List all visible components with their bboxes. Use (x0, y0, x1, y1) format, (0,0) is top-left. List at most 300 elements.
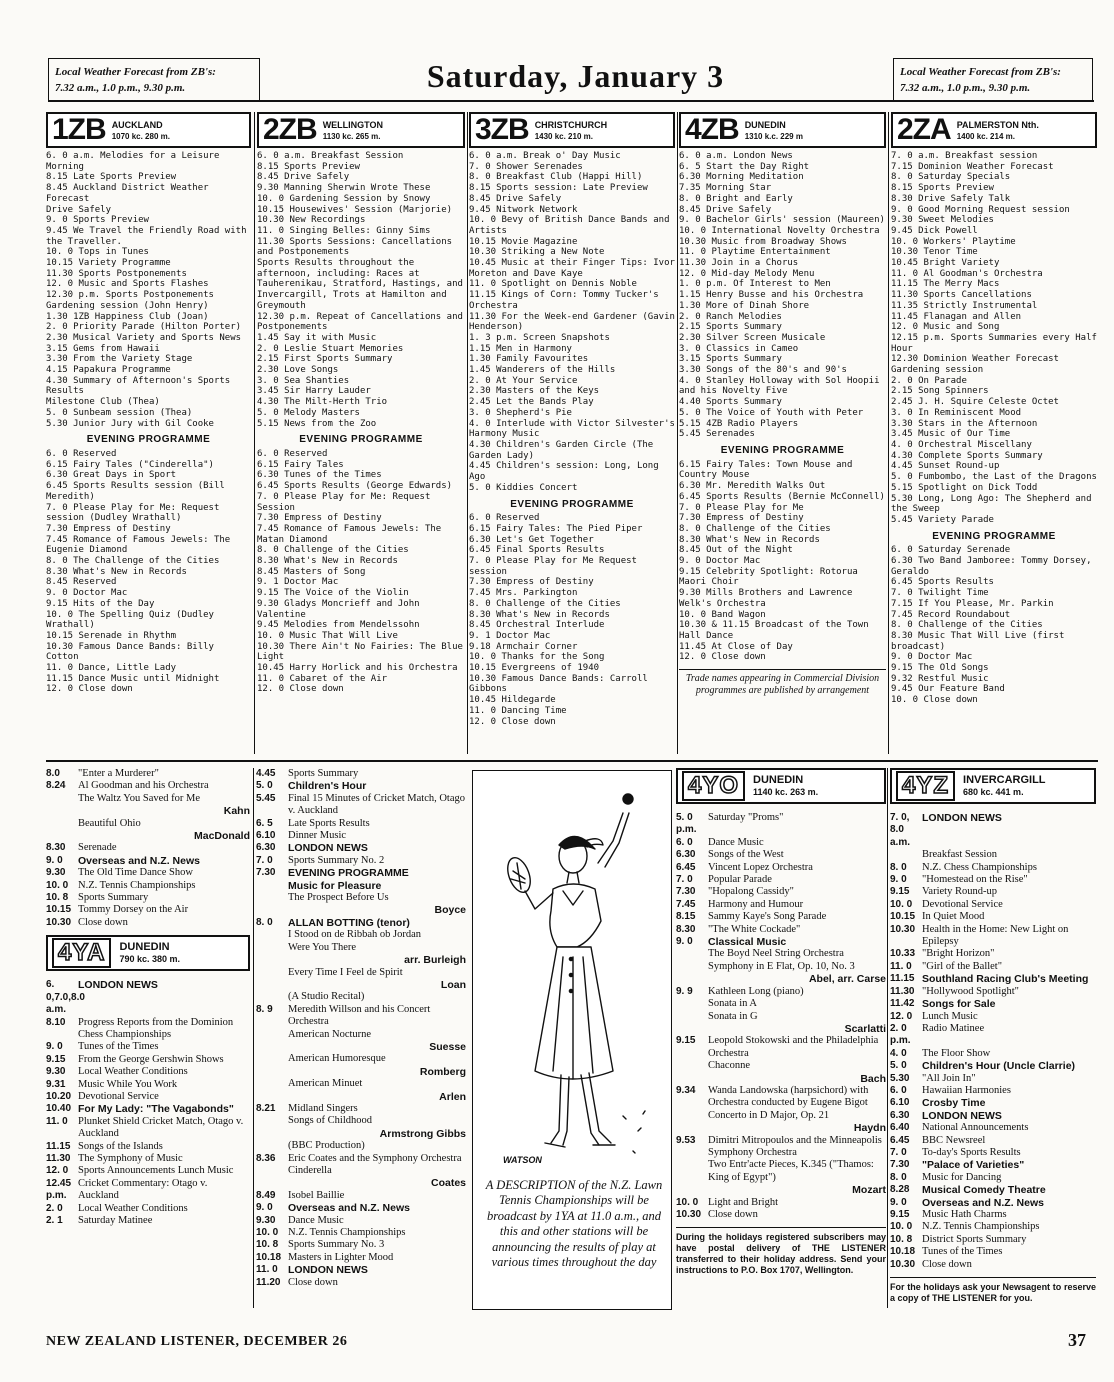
schedule-subitem: Chaconne (708, 1060, 750, 1072)
programme-item: 1.30 1ZB Happiness Club (Joan) (46, 311, 209, 322)
programme-item: 11. 0 Singing Belles: Ginny Sims (257, 225, 431, 236)
schedule-programme: Leopold Stokowski and the Philadelphia Orchestra (708, 1035, 879, 1059)
programme-item: 11.30 Sports Cancellations (891, 290, 1032, 301)
programme-item: 7.45 Mrs. Parkington (469, 588, 578, 599)
schedule-row (256, 1153, 466, 1165)
schedule-time: 11.15 (46, 1140, 71, 1152)
schedule-programme: Local Weather Conditions (78, 1202, 188, 1214)
schedule-row (256, 780, 466, 792)
schedule-row (676, 986, 886, 998)
programme-item: 6. 5 Start the Day Right (679, 161, 810, 172)
schedule-row (890, 1147, 1096, 1159)
programme-item: 6.45 Sports Results (Bernie McConnell) (679, 491, 885, 502)
schedule-row (46, 1017, 250, 1042)
schedule-list (256, 768, 466, 1289)
schedule-row (256, 818, 466, 830)
schedule-programme: National Announcements (922, 1122, 1029, 1134)
schedule-row (46, 1165, 250, 1177)
programme-item: 10. 0 The Spelling Quiz (Dudley Wrathall) (46, 609, 220, 631)
schedule-row (890, 1097, 1096, 1109)
schedule-row (890, 1221, 1096, 1233)
station-callsign: 4YO (682, 771, 745, 801)
programme-item: 10. 0 Close down (891, 695, 978, 706)
station-frequency: 1400 kc. 214 m. (956, 132, 1015, 141)
composer-credit: arr. Burleigh (404, 954, 466, 967)
composer-credit: Armstrong Gibbs (379, 1127, 466, 1140)
programme-item: 2.30 Silver Screen Musicale (679, 332, 826, 343)
schedule-row (890, 812, 1096, 849)
schedule-time: 8.30 (676, 923, 696, 935)
newsagent-note: For the holidays ask your Newsagent to reserve a copy of THE LISTENER for you. (890, 1277, 1096, 1304)
programme-item: 7.35 Morning Star (679, 183, 772, 194)
schedule-subitem: Symphony in E Flat, Op. 10, No. 3 (708, 960, 855, 972)
schedule-time: 10.40 (46, 1103, 72, 1115)
schedule-programme: Close down (288, 1276, 338, 1288)
programme-item: 10.15 Variety Programme (46, 258, 171, 269)
header-divider (48, 100, 1094, 102)
schedule-time: 6. 0 (890, 1084, 907, 1096)
programme-item: 3.15 Sports Summary (679, 354, 782, 365)
schedule-subitem: Every Time I Feel de Spirit (288, 966, 403, 978)
programme-item: 8. 0 Bright and Early (679, 193, 793, 204)
schedule-row (890, 1184, 1096, 1196)
programme-item: 2. 0 At Your Service (469, 375, 578, 386)
station-city (119, 941, 180, 965)
schedule-programme: LONDON NEWS (288, 842, 368, 855)
schedule-programme: District Sports Summary (922, 1233, 1027, 1245)
schedule-row (46, 780, 250, 792)
schedule-time: 10.15 (46, 904, 72, 916)
schedule-programme: The Symphony of Music (78, 1152, 183, 1164)
composer-credit: Bach (860, 1072, 886, 1085)
schedule-time: 5. 0 (256, 780, 273, 792)
schedule-time: 9.53 (676, 1134, 696, 1146)
schedule-list (676, 812, 886, 1221)
schedule-time: 7. 0 (256, 854, 273, 866)
programme-item: 8.15 Sports session: Late Preview (469, 183, 648, 194)
schedule-programme: Close down (708, 1209, 758, 1220)
schedule-time: 10. 8 (46, 892, 69, 904)
programme-item: 7. 0 Please Play for Me Request session (469, 556, 643, 577)
schedule-programme: Children's Hour (288, 780, 367, 793)
schedule-time: 9.15 (890, 886, 910, 898)
schedule-time: 6. 0 (676, 836, 693, 848)
holiday-delivery-note: During the holidays registered subscribers may have postal delivery of THE LISTENER transferred to their holiday address. Send your instructions to P.O. Box 1707, Wellington. (676, 1227, 886, 1276)
programme-item: 6.45 Sports Results (891, 577, 994, 588)
schedule-time: 7.45 (676, 898, 696, 910)
programme-item: 11.15 The Merry Macs (891, 279, 1000, 290)
programme-item: 1.45 Wanderers of the Hills (469, 365, 616, 376)
programme-item: 8.45 Masters of Song (257, 566, 366, 577)
schedule-row (890, 1048, 1096, 1060)
programme-item: 4.15 Papakura Programme (46, 365, 171, 376)
programme-item: 9. 1 Doctor Mac (257, 577, 339, 588)
programme-item: 7.30 Empress of Destiny (679, 513, 804, 524)
programme-item: 4.40 Sports Summary (679, 397, 782, 408)
evening-programme-heading: EVENING PROGRAMME (86, 434, 211, 446)
schedule-row (890, 998, 1096, 1010)
station-city (753, 774, 818, 798)
programme-item: 8.15 Sports Preview (891, 183, 994, 194)
programme-item: 2.45 J. H. Squire Celeste Octet (891, 397, 1059, 408)
schedule-row (890, 1023, 1096, 1048)
programme-item: 5.45 Variety Parade (891, 514, 994, 525)
schedule-programme: Masters in Lighter Mood (288, 1251, 394, 1263)
programme-item: 9.30 Gladys Moncrieff and John Valentine (257, 598, 425, 620)
schedule-row (890, 874, 1096, 886)
programme-item: 4.30 Complete Sports Summary (891, 450, 1043, 461)
schedule-programme: Tunes of the Times (78, 1041, 159, 1053)
programme-item: 8.15 Sports Preview (257, 161, 360, 172)
schedule-row (46, 1103, 250, 1115)
composer-credit: Boyce (434, 904, 466, 917)
programme-item: 2. 0 Ranch Melodies (679, 311, 782, 322)
schedule-time: 8. 0 (256, 916, 273, 928)
schedule-subitem: Were You There (288, 941, 357, 953)
programme-item: 10.30 Famous Dance Bands: Carroll Gibbons (469, 673, 654, 695)
schedule-programme: ALLAN BOTTING (tenor) (288, 916, 410, 929)
schedule-programme: Saturday Matinee (78, 1215, 153, 1226)
programme-item: 6.15 Fairy Tales (257, 459, 344, 470)
schedule-time: 8.21 (256, 1102, 276, 1114)
programme-item: 7.45 Romance of Famous Jewels: The Matan Diamond (257, 523, 447, 545)
schedule-time: 7. 0 (890, 1146, 907, 1158)
programme-item: 11.15 Dance Music until Midnight (46, 673, 220, 684)
schedule-programme: Meredith Willson and his Concert Orchestra (288, 1003, 431, 1028)
schedule-time: 7. 0, 8.0 a.m. (890, 812, 911, 848)
schedule-row (890, 973, 1096, 985)
programme-item: 12. 0 Close down (469, 716, 556, 727)
programme-item: 9.30 Mills Brothers and Lawrence Welk's Orchestra (679, 588, 858, 609)
programme-item: 8.30 What's New in Records (679, 534, 820, 545)
schedule-row (676, 899, 886, 911)
schedule-programme: Eric Coates and the Symphony Orchestra (288, 1152, 462, 1164)
schedule-row (676, 874, 886, 886)
schedule-time: 12.45 p.m. (46, 1177, 72, 1202)
station-header-4yz (890, 768, 1096, 804)
schedule-row (890, 1135, 1096, 1147)
schedule-programme: "The White Cockade" (708, 923, 801, 935)
station-city-name: DUNEDIN (744, 120, 786, 130)
programme-item: 12. 0 Music and Song (891, 322, 1000, 333)
programme-item: 3.15 Gems from Hawaii (46, 343, 160, 354)
station-header (679, 112, 886, 148)
schedule-programme: "All Join In" (922, 1072, 976, 1084)
schedule-time: 7.30 (890, 1159, 910, 1171)
programme-item: 9. 0 Bachelor Girls' session (Maureen) (679, 215, 885, 226)
schedule-subitem: Beautiful Ohio (78, 817, 141, 829)
schedule-time: 10. 0 (890, 1221, 913, 1233)
schedule-programme: Classical Music (708, 936, 787, 949)
schedule-time: 10.30 (890, 923, 916, 935)
schedule-subitem: I Stood on de Ribbah ob Jordan (288, 929, 421, 941)
schedule-time: 11. 0 (256, 1264, 278, 1276)
schedule-time: 6.30 (256, 842, 276, 854)
programme-item: 5. 0 Kiddies Concert (469, 482, 578, 493)
schedule-programme: Devotional Service (922, 898, 1003, 910)
programme-item: 7.30 Empress of Destiny (46, 523, 171, 534)
schedule-time: 11.30 (46, 1152, 71, 1164)
schedule-row (256, 855, 466, 867)
weather-forecast-box-right (893, 58, 1093, 102)
programme-item: 9. 0 Good Morning Request session (891, 204, 1070, 215)
schedule-programme: Light and Bright (708, 1196, 778, 1208)
schedule-time: 7.30 (256, 867, 276, 879)
station-column-4zb (679, 112, 886, 754)
evening-programme-heading: EVENING PROGRAMME (932, 530, 1056, 542)
station-city (535, 120, 608, 146)
schedule-time: 10.30 (676, 1209, 702, 1220)
programme-item: 2. 0 Priority Parade (Hilton Porter) (46, 322, 242, 333)
schedule-programme: Songs of the Islands (78, 1140, 163, 1152)
composer-credit: Suesse (429, 1040, 466, 1053)
schedule-programme: The Floor Show (922, 1047, 991, 1059)
station-city-name: CHRISTCHURCH (534, 120, 608, 130)
schedule-row (676, 886, 886, 898)
schedule-row (256, 842, 466, 854)
programme-item: 6. 0 Saturday Serenade (891, 545, 1011, 556)
programme-item: 3.45 Music of Our Time (891, 429, 1011, 440)
column-divider (467, 112, 468, 754)
tennis-player-drawing (473, 771, 671, 1171)
schedule-row (256, 1103, 466, 1115)
schedule-programme: Lunch Music (922, 1010, 978, 1022)
programme-item: 10.30 Famous Dance Bands: Billy Cotton (46, 641, 220, 663)
programme-item: 9.30 Manning Sherwin Wrote These (257, 183, 431, 194)
programme-item: 11.15 Kings of Corn: Tommy Tucker's Orchestra (469, 290, 665, 311)
programme-item: 5.30 Long, Long Ago: The Shepherd and the Sweep (891, 493, 1097, 515)
schedule-time: 6. 5 (256, 817, 273, 829)
programme-item: 10.30 & 11.15 Broadcast of the Town Hall Dance (679, 620, 875, 641)
station-callsign: 4YA (52, 938, 111, 968)
schedule-time: 4. 0 (890, 1047, 907, 1059)
programme-item: 7. 0 Please Play for Me: Request Session (257, 491, 436, 513)
schedule-programme: "Girl of the Ballet" (922, 960, 1003, 972)
schedule-time: 6. 0,7.0,8.0 a.m. (46, 979, 85, 1016)
schedule-row (256, 1277, 466, 1289)
schedule-time: 9.31 (46, 1078, 66, 1090)
programme-item: 7. 0 a.m. Breakfast session (891, 151, 1038, 161)
programme-item: 9.45 We Travel the Friendly Road with the Traveller. (46, 225, 252, 247)
station-callsign: 3ZB (475, 113, 529, 146)
programme-item: 6. 0 a.m. London News (679, 151, 793, 161)
programme-item: 9. 1 Doctor Mac (469, 630, 551, 641)
schedule-subitem: Concerto in D Major, Op. 21 (708, 1109, 830, 1121)
programme-item: 9.45 Our Feature Band (891, 684, 1005, 695)
schedule-time: 10.30 (890, 1258, 916, 1270)
schedule-time: 10.20 (46, 1090, 72, 1102)
schedule-time: 9.34 (676, 1084, 696, 1096)
programme-item: 10.45 Hildegarde (469, 695, 556, 706)
programme-item: 1. 0 p.m. Of Interest to Men (679, 279, 831, 290)
programme-item: 2.30 Musical Variety and Sports News (46, 332, 242, 343)
programme-item: 10.30 Music from Broadway Shows (679, 236, 847, 247)
programme-item: 9.32 Restful Music (891, 673, 989, 684)
schedule-row (256, 1239, 466, 1251)
schedule-programme: Musical Comedy Theatre (922, 1184, 1046, 1197)
schedule-programme: N.Z. Tennis Championships (78, 879, 196, 891)
programme-item: 9. 0 Sports Preview (46, 215, 149, 226)
station-frequency: 680 kc. 441 m. (963, 787, 1024, 797)
schedule-time: 8. 9 (256, 1003, 273, 1015)
programme-item: 11.30 For the Week-end Gardener (Gavin Henderson) (469, 311, 681, 333)
schedule-programme: Cricket Commentary: Otago v. Auckland (78, 1177, 208, 1202)
schedule-time: 7. 0 (676, 874, 693, 886)
station-city (963, 774, 1046, 798)
programme-item: 1. 3 p.m. Screen Snapshots (469, 332, 610, 343)
schedule-row (676, 1197, 886, 1209)
programme-item: Drive Safely (46, 204, 112, 215)
schedule-time: 9. 0 (46, 1041, 63, 1053)
station-header (469, 112, 675, 148)
programme-item: 6.30 Morning Meditation (679, 172, 804, 183)
station-callsign: 4ZB (685, 113, 739, 146)
publication-footer: NEW ZEALAND LISTENER, DECEMBER 26 (46, 1334, 348, 1349)
programme-item: 1.15 Henry Busse and his Orchestra (679, 290, 864, 301)
schedule-subitem: Songs of Childhood (288, 1115, 373, 1127)
schedule-programme: Vincent Lopez Orchestra (708, 861, 813, 873)
programme-item: 5. 0 Fumbombo, the Last of the Dragons (891, 472, 1097, 483)
programme-item: 2.15 Sports Summary (679, 322, 782, 333)
programme-item: 1.45 Say it with Music (257, 332, 377, 343)
schedule-time: 12. 0 (46, 1165, 69, 1177)
schedule-time: 10.18 (890, 1246, 916, 1258)
programme-item: 4.30 The Milt-Herth Trio (257, 397, 388, 408)
schedule-programme: Isobel Baillie (288, 1189, 345, 1201)
schedule-time: 9.15 (676, 1035, 696, 1047)
page-number: 37 (1068, 1330, 1086, 1350)
programme-item: 6.30 Tunes of the Times (257, 470, 382, 481)
schedule-programme: Music While You Work (78, 1078, 178, 1090)
schedule-time: 8. 0 (890, 1171, 907, 1183)
schedule-row (890, 1011, 1096, 1023)
schedule-programme: From the George Gershwin Shows (78, 1053, 224, 1065)
programme-item: 6.15 Fairy Tales: The Pied Piper (469, 523, 643, 534)
schedule-row (46, 979, 250, 1016)
schedule-row (46, 1116, 250, 1141)
composer-credit: Kahn (223, 805, 250, 818)
programme-item: 12. 0 Close down (46, 684, 133, 695)
column-divider (254, 112, 255, 754)
schedule-row (46, 867, 250, 879)
schedule-programme: LONDON NEWS (922, 812, 1002, 824)
programme-item: 9.45 Nitwork Network (469, 204, 578, 215)
illustration-caption: A DESCRIPTION of the N.Z. Lawn Tennis Championships will be broadcast by 1YA at 11.0 a.m., and this and other stations will be announcing the results of play at various times throughout the day (485, 1178, 663, 1270)
schedule-row (46, 855, 250, 867)
schedule-time: 2. 0 p.m. (890, 1022, 911, 1047)
programme-item: 7.30 Empress of Destiny (257, 513, 382, 524)
programme-item: 8.30 What's New in Records (46, 566, 187, 577)
schedule-programme: Dimitri Mitropoulos and the Minneapolis Symphony Orchestra (708, 1134, 882, 1158)
schedule-programme: Variety Round-up (922, 886, 997, 898)
programme-item: 2.45 Let the Bands Play (469, 397, 594, 408)
programme-item: 5.45 Serenades (679, 429, 755, 440)
composer-credit: Arlen (439, 1090, 466, 1103)
schedule-row (46, 1178, 250, 1203)
station-column-2za (891, 112, 1103, 754)
station-city (323, 120, 383, 146)
schedule-programme: BBC Newsreel (922, 1134, 986, 1146)
schedule-programme: "Palace of Varieties" (922, 1159, 1025, 1172)
schedule-row (890, 886, 1096, 898)
schedule-time: 10. 8 (256, 1239, 279, 1251)
schedule-programme: Sports Announcements Lunch Music (78, 1165, 234, 1177)
programme-item: 2. 0 On Parade (891, 375, 967, 386)
programme-item: 5.15 News from the Zoo (257, 418, 377, 429)
schedule-row (46, 880, 250, 892)
lower-column-4yz (890, 768, 1096, 1304)
schedule-row (46, 1203, 250, 1215)
schedule-programme: Crosby Time (922, 1097, 986, 1110)
programme-item: 6.30 Let's Get Together (469, 534, 594, 545)
schedule-time: 8. 0 (890, 861, 907, 873)
schedule-time: 9. 0 (890, 874, 907, 886)
schedule-programme: The Old Time Dance Show (78, 867, 193, 879)
schedule-time: 9. 0 (890, 1196, 907, 1208)
schedule-row (890, 1197, 1096, 1209)
schedule-time: 11.15 (890, 973, 915, 985)
schedule-time: 6.10 (890, 1097, 910, 1109)
station-city (745, 120, 803, 146)
programme-item: 11.35 Strictly Instrumental (891, 300, 1038, 311)
evening-programme-heading: EVENING PROGRAMME (510, 498, 634, 510)
programme-item: 4.30 Summary of Afternoon's Sports Results (46, 375, 236, 397)
programme-item: 10. 0 Band Wagon (679, 609, 766, 620)
schedule-row (256, 1202, 466, 1214)
programme-item: 3. 0 Classics in Cameo (679, 343, 799, 354)
schedule-time: 11. 0 (46, 1115, 68, 1127)
programme-item: 10. 0 Music That Will Live (257, 630, 398, 641)
composer-credit: Haydn (853, 1122, 886, 1135)
programme-item: 10.30 Tenor Time (891, 247, 978, 258)
lower-column-4yo (676, 768, 886, 1276)
programme-item: 10. 0 International Novelty Orchestra (679, 225, 880, 236)
programme-item: 8.45 Drive Safely (679, 204, 772, 215)
programme-item: 6. 0 a.m. Breakfast Session (257, 151, 404, 161)
schedule-row (676, 1209, 886, 1221)
programme-item: 8. 0 Breakfast Club (Happi Hill) (469, 172, 643, 183)
schedule-time: 9. 0 (46, 854, 63, 866)
schedule-programme: Music Hath Charms (922, 1209, 1007, 1220)
programme-item: 10. 0 Bevy of British Dance Bands and Artists (469, 215, 675, 236)
schedule-row (46, 768, 250, 780)
schedule-row (890, 1234, 1096, 1246)
schedule-time: 5.45 (256, 792, 276, 804)
lower-column-4ya-continued (256, 768, 466, 1289)
programme-item: 3.30 Stars in the Afternoon (891, 418, 1038, 429)
schedule-time: 5. 0 (890, 1060, 907, 1072)
schedule-subitem: The Prospect Before Us (288, 892, 389, 904)
programme-item: 11.30 Sports Postponements (46, 268, 187, 279)
schedule-programme: Sports Summary No. 2 (288, 854, 385, 866)
programme-item: 5. 0 The Voice of Youth with Peter (679, 407, 864, 418)
programme-item: 6.15 Fairy Tales: Town Mouse and Country Mouse (679, 459, 858, 481)
schedule-row (46, 1041, 250, 1053)
composer-credit: Loan (440, 978, 466, 991)
station-callsign: 2ZB (263, 113, 317, 146)
schedule-time: 6.10 (256, 830, 276, 842)
programme-item: 7.45 Record Roundabout (891, 609, 1011, 620)
programme-item: 4. 0 Interlude with Victor Silvester's Harmony Music (469, 418, 681, 440)
schedule-programme: Wanda Landowska (harpsichord) with Orchestra conducted by Eugene Bigot (708, 1084, 869, 1109)
programme-item: 7.45 Romance of Famous Jewels: The Eugenie Diamond (46, 534, 236, 556)
programme-item: 11.45 At Close of Day (679, 641, 793, 652)
programme-item: 11. 0 Dance, Little Lady (46, 663, 177, 674)
schedule-row (676, 924, 886, 936)
programme-item: 7. 0 Twilight Time (891, 588, 989, 599)
programme-item: 5.15 4ZB Radio Players (679, 418, 799, 429)
schedule-programme: Overseas and N.Z. News (78, 854, 200, 867)
